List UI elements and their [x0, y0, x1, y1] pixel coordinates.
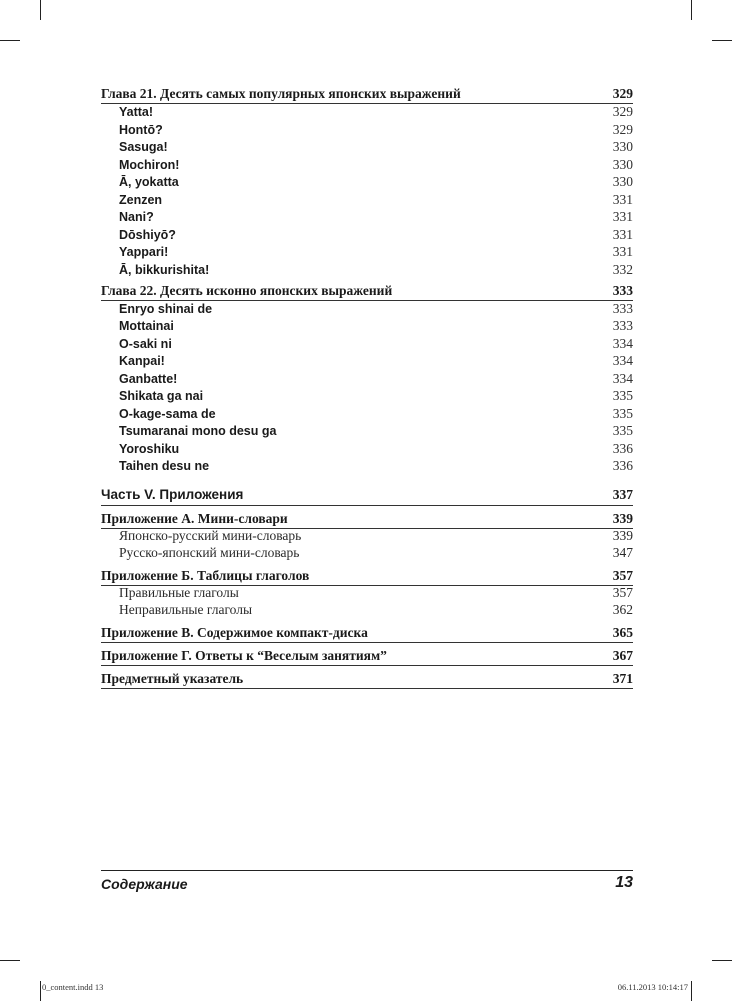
toc-entry-page: 331	[612, 244, 633, 259]
toc-entry-page: 365	[612, 625, 633, 640]
toc-list-item[interactable]	[119, 457, 633, 475]
toc-entry-title: O-kage-sama de	[119, 407, 216, 421]
footer-section-title: Содержание	[101, 876, 188, 892]
crop-mark-bottom-left	[40, 981, 41, 1001]
toc-entry-title: Японско-русский мини-словарь	[119, 528, 302, 543]
toc-list-item[interactable]	[119, 121, 633, 139]
toc-entry-title: Часть V. Приложения	[101, 487, 244, 502]
slug-datetime: 06.11.2013 10:14:17	[617, 982, 688, 992]
toc-entry-title: Dōshiyō?	[119, 228, 176, 242]
toc-entry-title: Глава 22. Десять исконно японских выражений	[101, 283, 393, 298]
toc-entry-page: 331	[612, 209, 633, 224]
toc-entry-title: Tsumaranai mono desu ga	[119, 424, 277, 438]
toc-list-item[interactable]	[119, 103, 633, 121]
toc-chapter-22[interactable]	[101, 282, 633, 300]
toc-entry-title: Hontō?	[119, 123, 163, 137]
toc-entry-title: Приложение Г. Ответы к “Веселым занятиям”	[101, 648, 387, 663]
toc-entry-title: O-saki ni	[119, 337, 172, 351]
toc-entry-title: Yappari!	[119, 245, 169, 259]
toc-entry-title: Yoroshiku	[119, 442, 180, 456]
toc-entry-title: Приложение Б. Таблицы глаголов	[101, 568, 310, 583]
toc-entry-page: 357	[612, 585, 633, 600]
page-number: 13	[615, 874, 633, 891]
toc-entry-page: 336	[612, 458, 633, 473]
toc-list-item[interactable]	[119, 387, 633, 405]
toc-entry-page: 335	[612, 388, 633, 403]
toc-entry-page: 335	[612, 423, 633, 438]
toc-entry-page: 333	[612, 283, 633, 298]
toc-entry-page: 336	[612, 441, 633, 456]
toc-list-item[interactable]	[119, 422, 633, 440]
toc-entry-title: Mochiron!	[119, 158, 180, 172]
toc-entry-title: Kanpai!	[119, 354, 165, 368]
toc-list-item[interactable]	[119, 191, 633, 209]
appendix-divider	[101, 665, 633, 666]
toc-entry-page: 329	[612, 104, 633, 119]
toc-entry-title: Sasuga!	[119, 140, 168, 154]
toc-entry-page: 333	[612, 301, 633, 316]
toc-appendix-a[interactable]	[101, 510, 633, 528]
toc-entry-title: Taihen desu ne	[119, 459, 210, 473]
toc-entry-title: Enryo shinai de	[119, 302, 213, 316]
toc-entry-page: 331	[612, 192, 633, 207]
toc-list-item[interactable]	[119, 138, 633, 156]
toc-entry-title: Глава 21. Десять самых популярных японских выражений	[101, 86, 461, 101]
toc-index[interactable]	[101, 670, 633, 688]
toc-entry-page: 334	[612, 353, 633, 368]
toc-entry-page: 335	[612, 406, 633, 421]
toc-list-item[interactable]	[119, 173, 633, 191]
toc-appendix-g[interactable]	[101, 647, 633, 665]
toc-list-item[interactable]	[119, 261, 633, 279]
toc-list-item[interactable]	[119, 243, 633, 261]
toc-entry-page: 367	[612, 648, 633, 663]
toc-entry-page: 330	[612, 139, 633, 154]
toc-entry-title: Ā, yokatta	[119, 175, 179, 189]
toc-list-item[interactable]	[119, 300, 633, 318]
toc-entry-title: Nani?	[119, 210, 154, 224]
toc-list-item[interactable]	[119, 317, 633, 335]
toc-entry-title: Mottainai	[119, 319, 174, 333]
toc-appendix-b[interactable]	[101, 567, 633, 585]
toc-list-item[interactable]	[119, 544, 633, 562]
appendix-divider	[101, 642, 633, 643]
toc-entry-title: Zenzen	[119, 193, 163, 207]
toc-entry-title: Приложение А. Мини-словари	[101, 511, 288, 526]
toc-entry-title: Ā, bikkurishita!	[119, 263, 210, 277]
toc-entry-page: 357	[612, 568, 633, 583]
toc-entry-page: 332	[612, 262, 633, 277]
toc-entry-page: 339	[612, 528, 633, 543]
toc-list-item[interactable]	[119, 226, 633, 244]
toc-entry-page: 362	[612, 602, 633, 617]
toc-entry-page: 337	[612, 487, 633, 502]
toc-entry-page: 330	[612, 157, 633, 172]
toc-entry-title: Правильные глаголы	[119, 585, 239, 600]
toc-appendix-v[interactable]	[101, 624, 633, 642]
footer-rule	[101, 870, 633, 871]
toc-entry-page: 347	[612, 545, 633, 560]
slug-file-name: 0_content.indd 13	[42, 982, 104, 992]
toc-list-item[interactable]	[119, 527, 633, 545]
toc-entry-title: Shikata ga nai	[119, 389, 204, 403]
toc-entry-page: 331	[612, 227, 633, 242]
toc-list-item[interactable]	[119, 405, 633, 423]
toc-entry-page: 330	[612, 174, 633, 189]
part-divider	[101, 505, 633, 506]
toc-part-5[interactable]	[101, 486, 633, 504]
toc-entry-page: 333	[612, 318, 633, 333]
toc-list-item[interactable]	[119, 584, 633, 602]
toc-list-item[interactable]	[119, 440, 633, 458]
toc-list-item[interactable]	[119, 335, 633, 353]
toc-list-item[interactable]	[119, 156, 633, 174]
toc-entry-page: 329	[612, 86, 633, 101]
index-divider	[101, 688, 633, 689]
toc-entry-title: Yatta!	[119, 105, 154, 119]
crop-mark-right-bottom	[712, 960, 732, 961]
crop-mark-left-bottom	[0, 960, 20, 961]
toc-entry-title: Предметный указатель	[101, 671, 244, 686]
toc-entry-title: Приложение В. Содержимое компакт-диска	[101, 625, 368, 640]
toc-entry-page: 334	[612, 336, 633, 351]
toc-entry-page: 329	[612, 122, 633, 137]
toc-list-item[interactable]	[119, 352, 633, 370]
toc-chapter-21[interactable]	[101, 85, 633, 103]
toc-entry-page: 371	[612, 671, 633, 686]
toc-entry-title: Русско-японский мини-словарь	[119, 545, 300, 560]
toc-entry-title: Ganbatte!	[119, 372, 178, 386]
toc-list-item[interactable]	[119, 601, 633, 619]
crop-mark-bottom-right	[691, 981, 692, 1001]
toc-entry-page: 339	[612, 511, 633, 526]
toc-entry-title: Неправильные глаголы	[119, 602, 253, 617]
toc-list-item[interactable]	[119, 370, 633, 388]
toc-list-item[interactable]	[119, 208, 633, 226]
toc-entry-page: 334	[612, 371, 633, 386]
